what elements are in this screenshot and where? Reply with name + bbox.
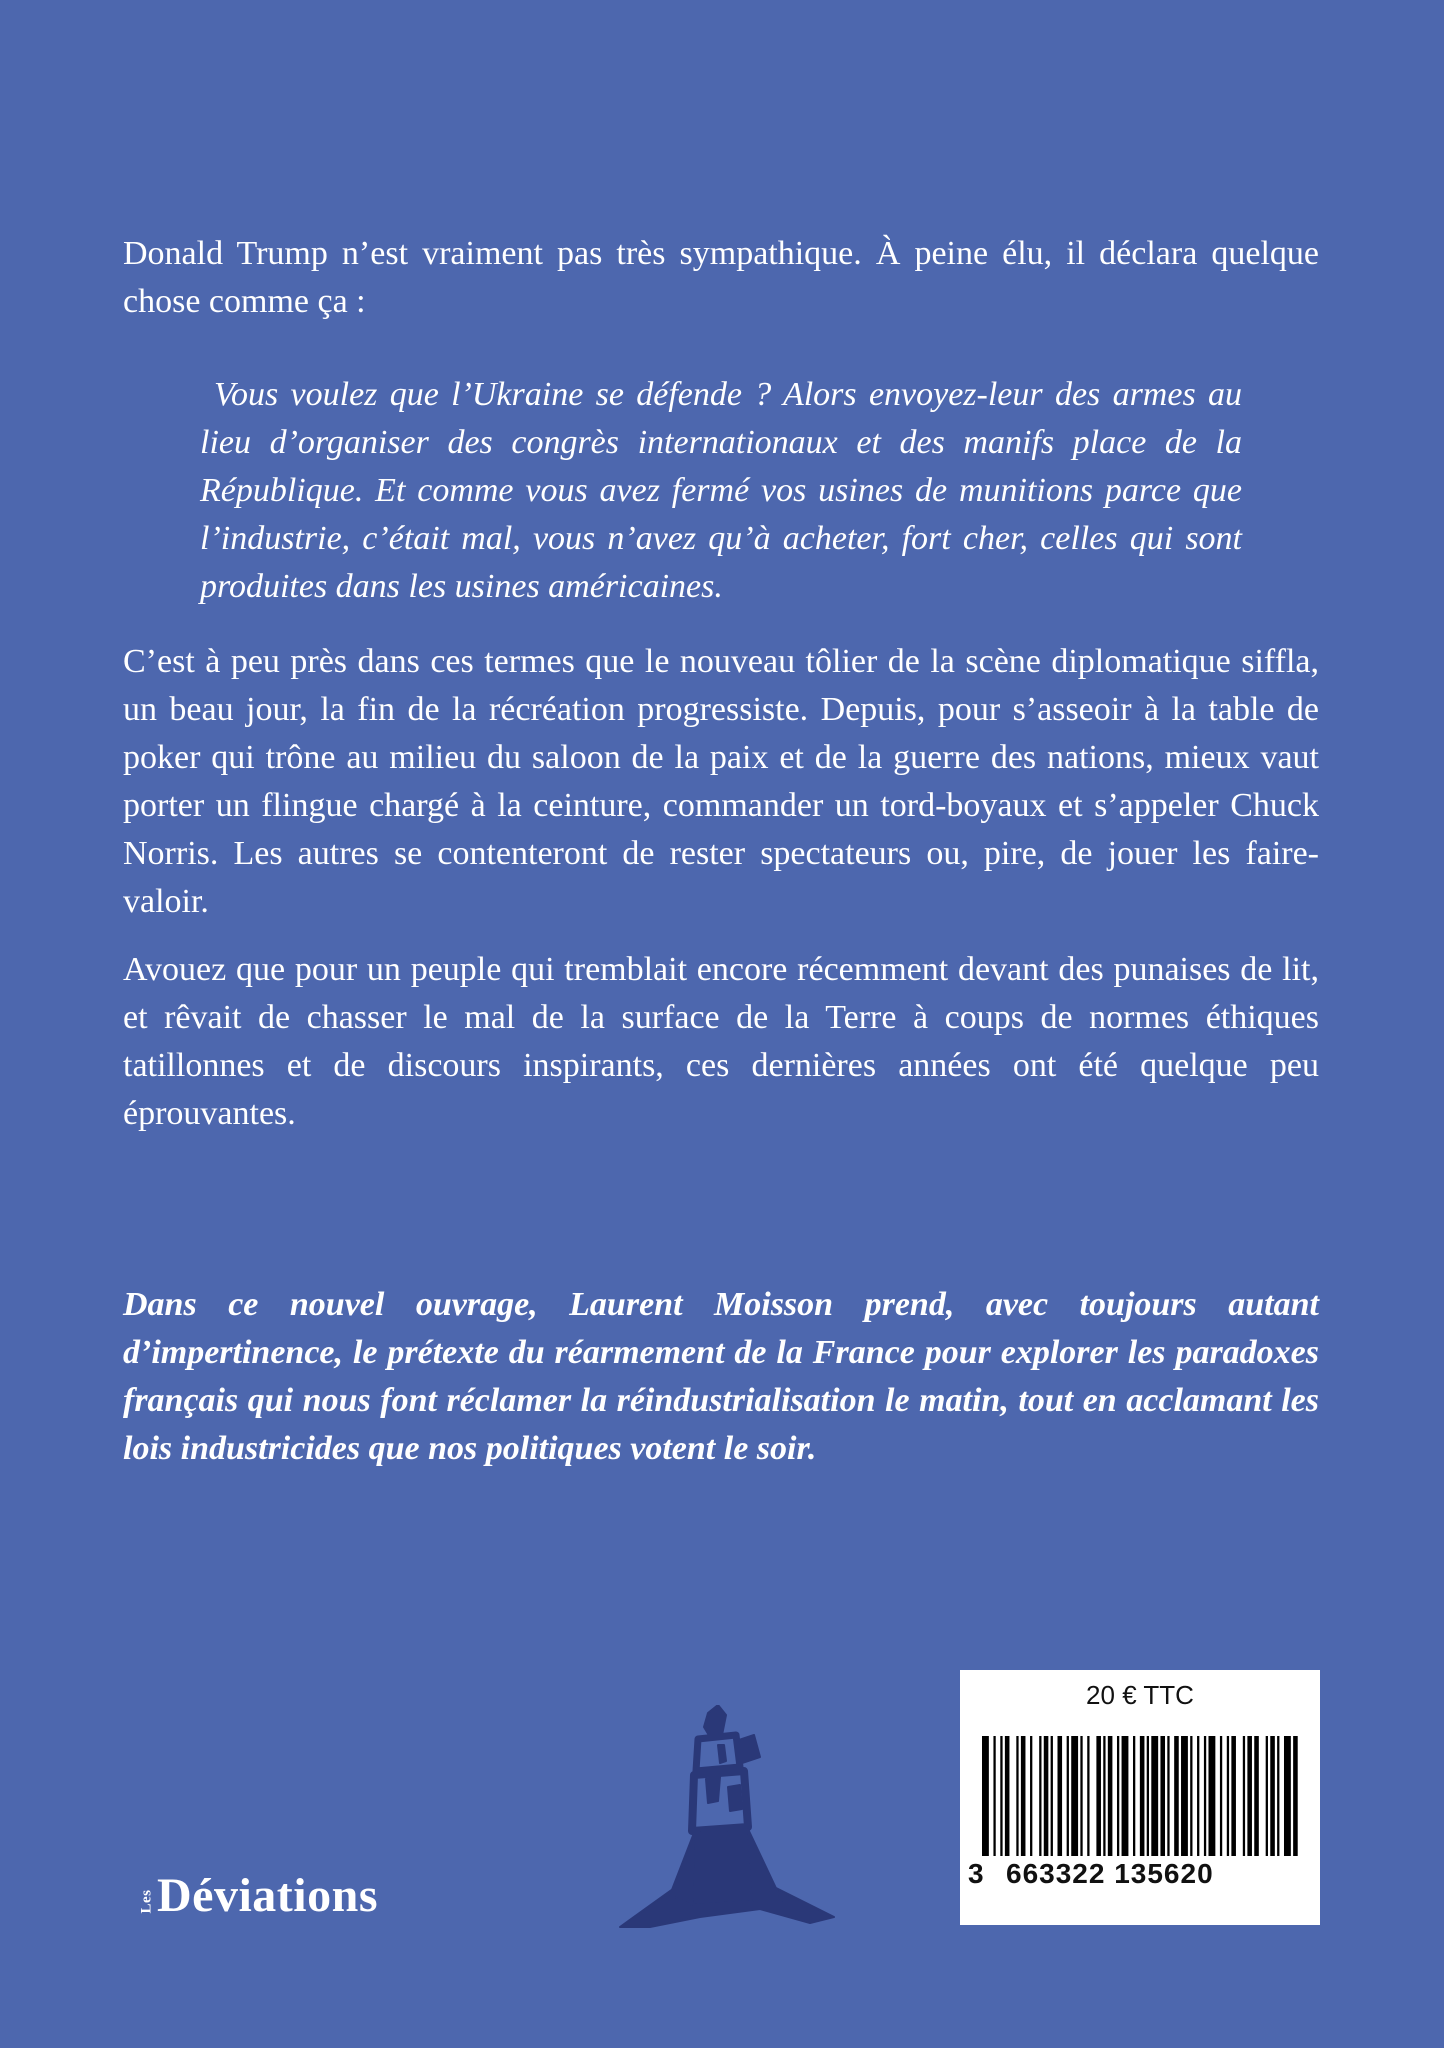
intro-paragraph: Donald Trump n’est vraiment pas très sympathique. À peine élu, il déclara quelque chose comme ça : bbox=[123, 235, 1319, 320]
paragraph-2: C’est à peu près dans ces termes que le nouveau tôlier de la scène diplomatique siffla, un beau jour, la fin de la récréation progressiste. Depuis, pour s’asseoir à la table de poker qui trône au milieu du saloon de la paix et de la guerre des nations, mieux vaut porter un flingue chargé à la ceinture, commander un tord-boyaux et s’appeler Chuck Norris. Les autres se contenteront de rester spectateurs ou, pire, de jouer les faire-valoir. bbox=[123, 643, 1319, 920]
barcode bbox=[982, 1736, 1300, 1856]
trump-quote: Vous voulez que l’Ukraine se défende ? Alors envoyez-leur des armes au lieu d’organiser des congrès internationaux et des manifs place de la République. Et comme vous avez fermé vos usines de munitions parce que l’industrie, c’était mal, vous n’avez qu’à acheter, fort cher, celles qui sont produites dans les usines américaines. bbox=[200, 376, 1242, 605]
paragraph-3: Avouez que pour un peuple qui tremblait encore récemment devant des punaises de lit, et rêvait de chasser le mal de la surface de la Terre à coups de normes éthiques tatillonnes et de discours inspirants, ces dernières années ont été quelque peu éprouvantes. bbox=[123, 951, 1319, 1132]
publisher-logo-main: Déviations bbox=[157, 1869, 378, 1922]
barcode-digits: 663322 135620 bbox=[1006, 1858, 1214, 1889]
author-blurb: Dans ce nouvel ouvrage, Laurent Moisson prend, avec toujours autant d’impertinence, le prétexte du réarmement de la France pour explorer les paradoxes français qui nous font réclamer la réindustrialisation le matin, tout en acclamant les lois industricides que nos politiques votent le soir. bbox=[123, 1286, 1319, 1467]
barcode-first-digit: 3 bbox=[968, 1858, 984, 1889]
publisher-logo bbox=[135, 1868, 378, 1923]
price-label: 20 € TTC bbox=[1086, 1680, 1194, 1710]
price-barcode-box bbox=[960, 1670, 1320, 1925]
lighthouse-emblem-icon bbox=[610, 1705, 836, 1931]
publisher-logo-small: Les bbox=[138, 1889, 155, 1914]
